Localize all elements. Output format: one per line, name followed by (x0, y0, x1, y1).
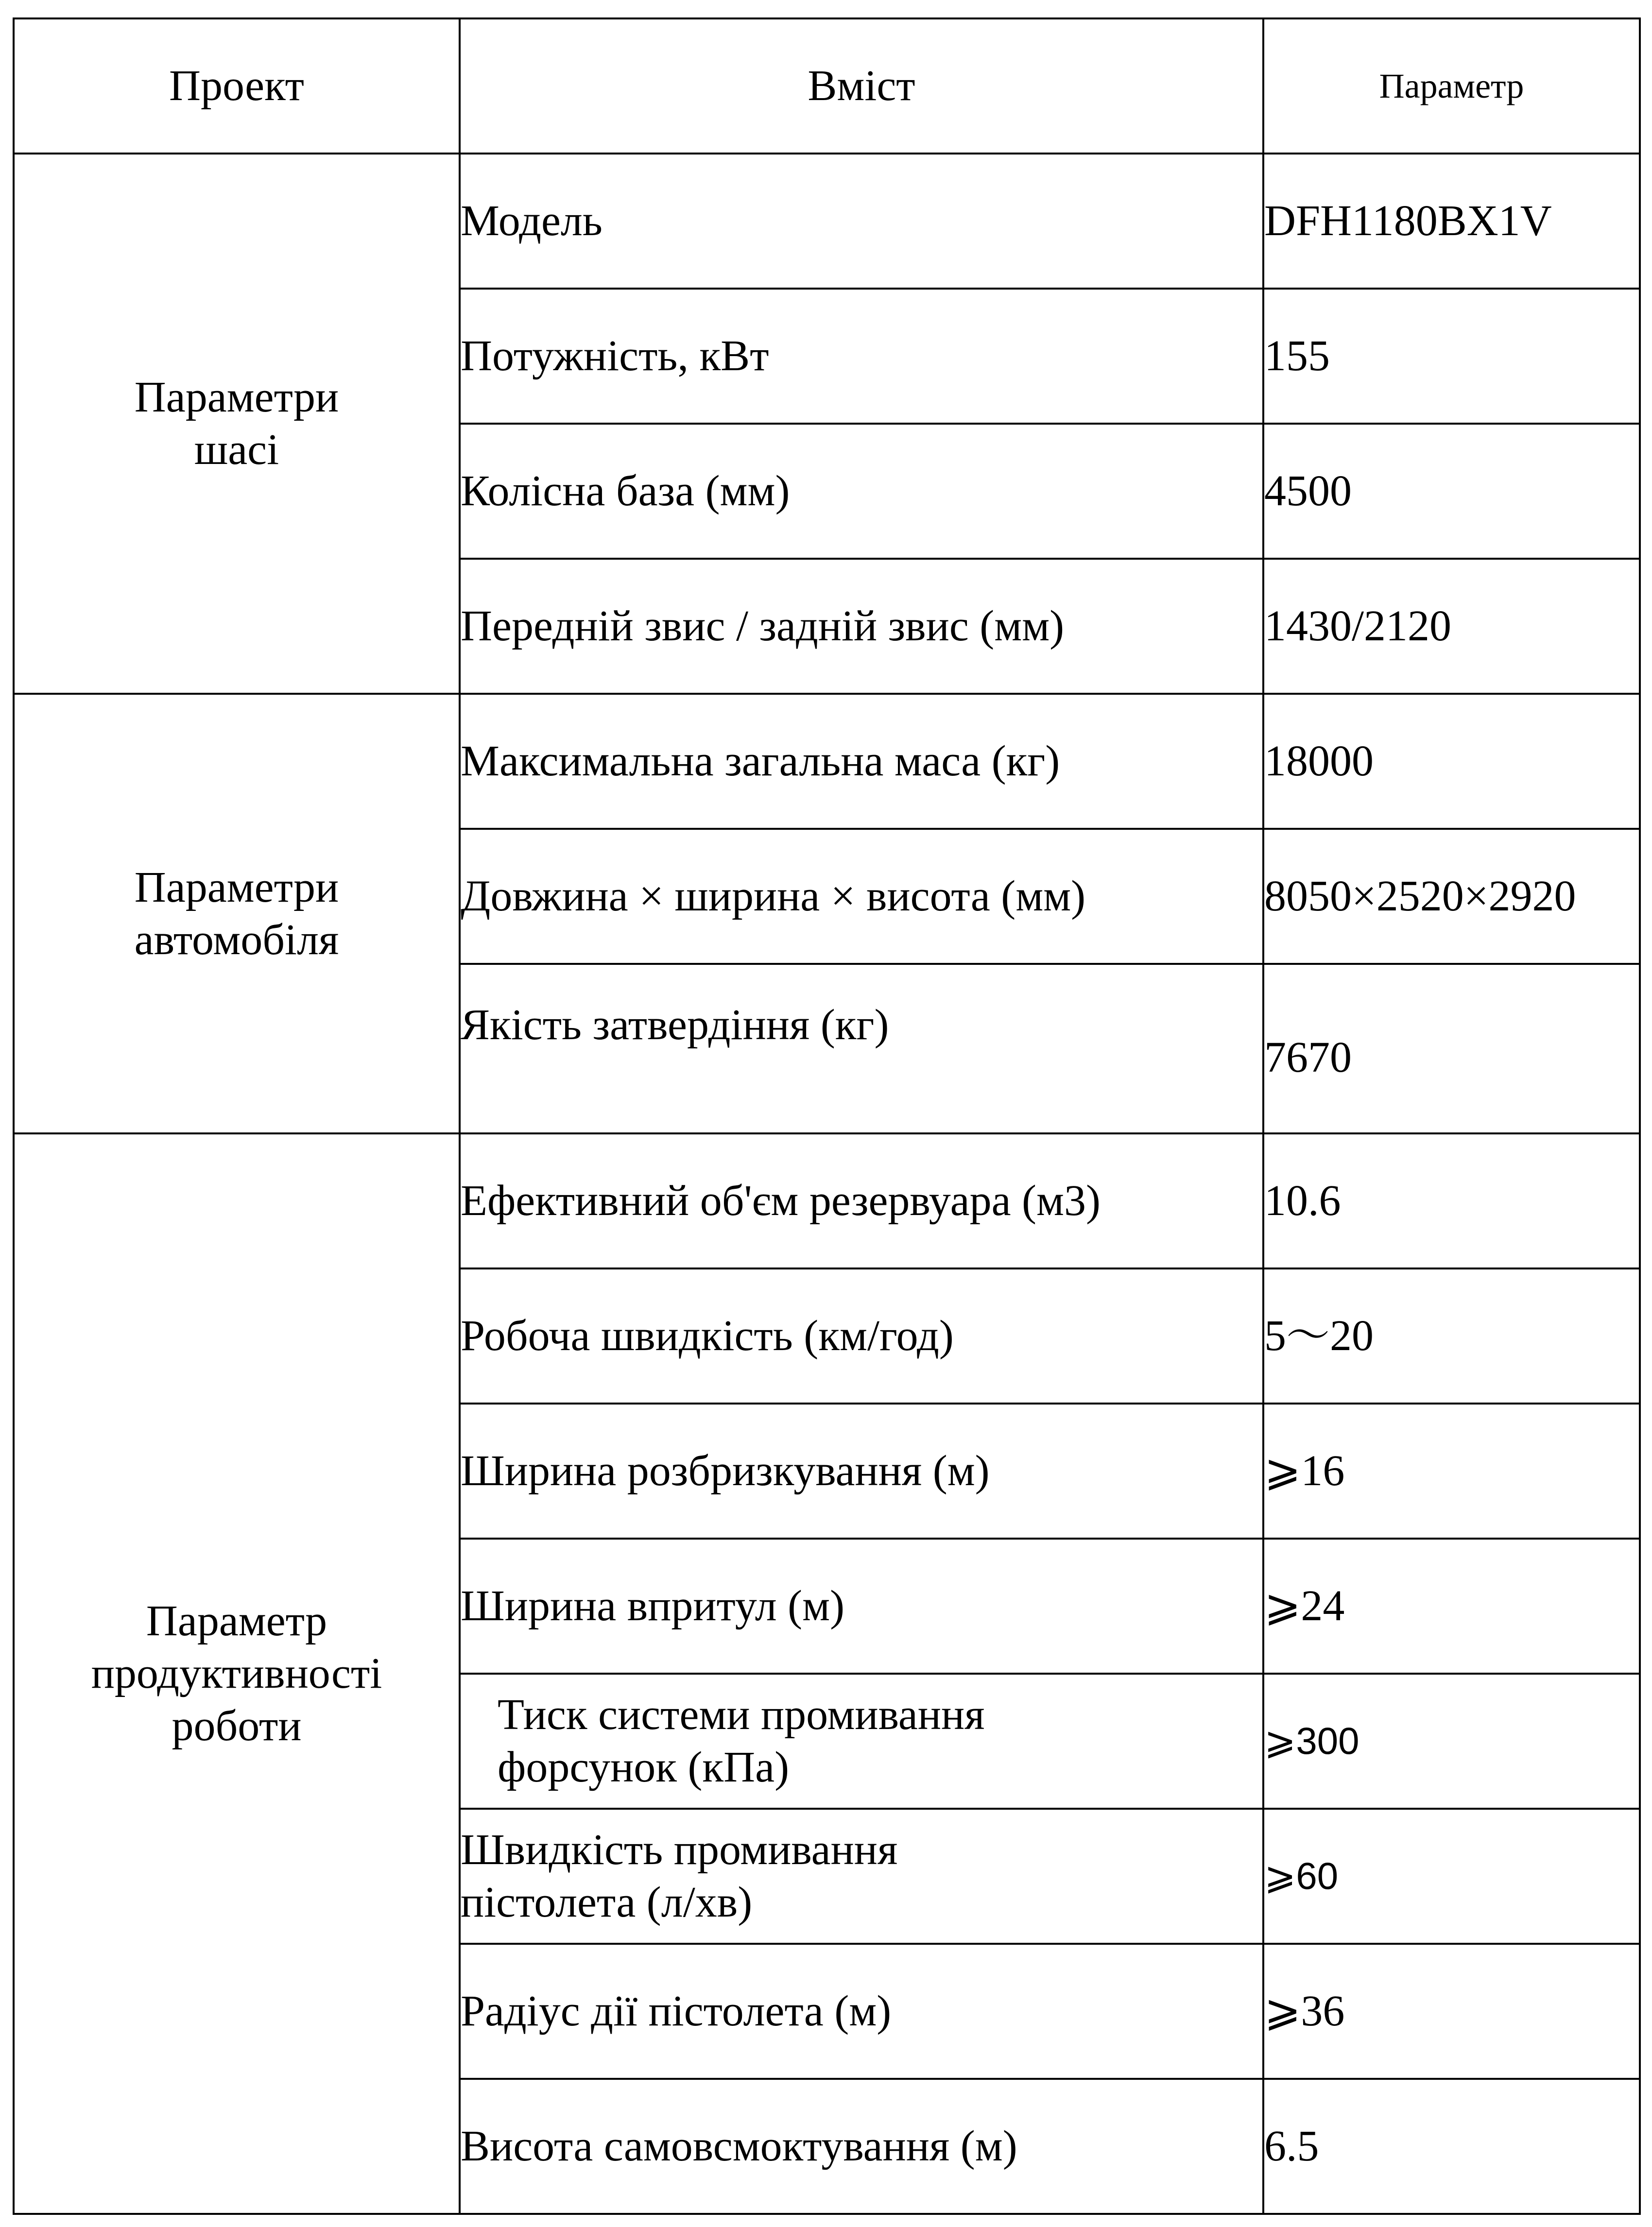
spec-table (13, 17, 1641, 2215)
row-content: Передній звис / задній звис (мм) (460, 559, 1263, 694)
table-header-row (14, 18, 1640, 154)
group-performance-title: Параметр продуктивності роботи (14, 1133, 460, 2214)
row-value: 1430/2120 (1263, 559, 1640, 694)
row-content: Тиск системи промивання форсунок (кПа) (460, 1674, 1263, 1809)
row-content: Потужність, кВт (460, 289, 1263, 424)
row-value: 155 (1263, 289, 1640, 424)
header-project: Проект (14, 18, 460, 154)
header-content: Вміст (460, 18, 1263, 154)
header-parameter: Параметр (1263, 18, 1640, 154)
row-value: 6.5 (1263, 2079, 1640, 2214)
table-row (14, 694, 1640, 829)
row-content: Швидкість промивання пістолета (л/хв) (460, 1809, 1263, 1944)
row-value: ⩾36 (1263, 1944, 1640, 2079)
row-value: 8050×2520×2920 (1263, 829, 1640, 964)
row-content: Висота самовсмоктування (м) (460, 2079, 1263, 2214)
row-value: ⩾24 (1263, 1539, 1640, 1674)
group-chassis-title: Параметри шасі (14, 154, 460, 694)
row-content: Якість затвердіння (кг) (460, 964, 1263, 1133)
row-value: 4500 (1263, 424, 1640, 559)
group-vehicle-title: Параметри автомобіля (14, 694, 460, 1133)
row-content: Радіус дії пістолета (м) (460, 1944, 1263, 2079)
row-content: Довжина × ширина × висота (мм) (460, 829, 1263, 964)
row-value: ⩾60 (1263, 1809, 1640, 1944)
row-value: 18000 (1263, 694, 1640, 829)
row-value: DFH1180BX1V (1263, 154, 1640, 289)
row-value: 5～20 (1263, 1268, 1640, 1404)
row-content: Робоча швидкість (км/год) (460, 1268, 1263, 1404)
row-value: 10.6 (1263, 1133, 1640, 1268)
row-content: Максимальна загальна маса (кг) (460, 694, 1263, 829)
row-value: ⩾300 (1263, 1674, 1640, 1809)
table-row (14, 154, 1640, 289)
row-content: Ефективний об'єм резервуара (м3) (460, 1133, 1263, 1268)
row-content: Модель (460, 154, 1263, 289)
row-content: Ширина впритул (м) (460, 1539, 1263, 1674)
row-value: ⩾16 (1263, 1404, 1640, 1539)
row-content: Ширина розбризкування (м) (460, 1404, 1263, 1539)
row-value: 7670 (1263, 964, 1640, 1133)
row-content: Колісна база (мм) (460, 424, 1263, 559)
table-row (14, 1133, 1640, 1268)
